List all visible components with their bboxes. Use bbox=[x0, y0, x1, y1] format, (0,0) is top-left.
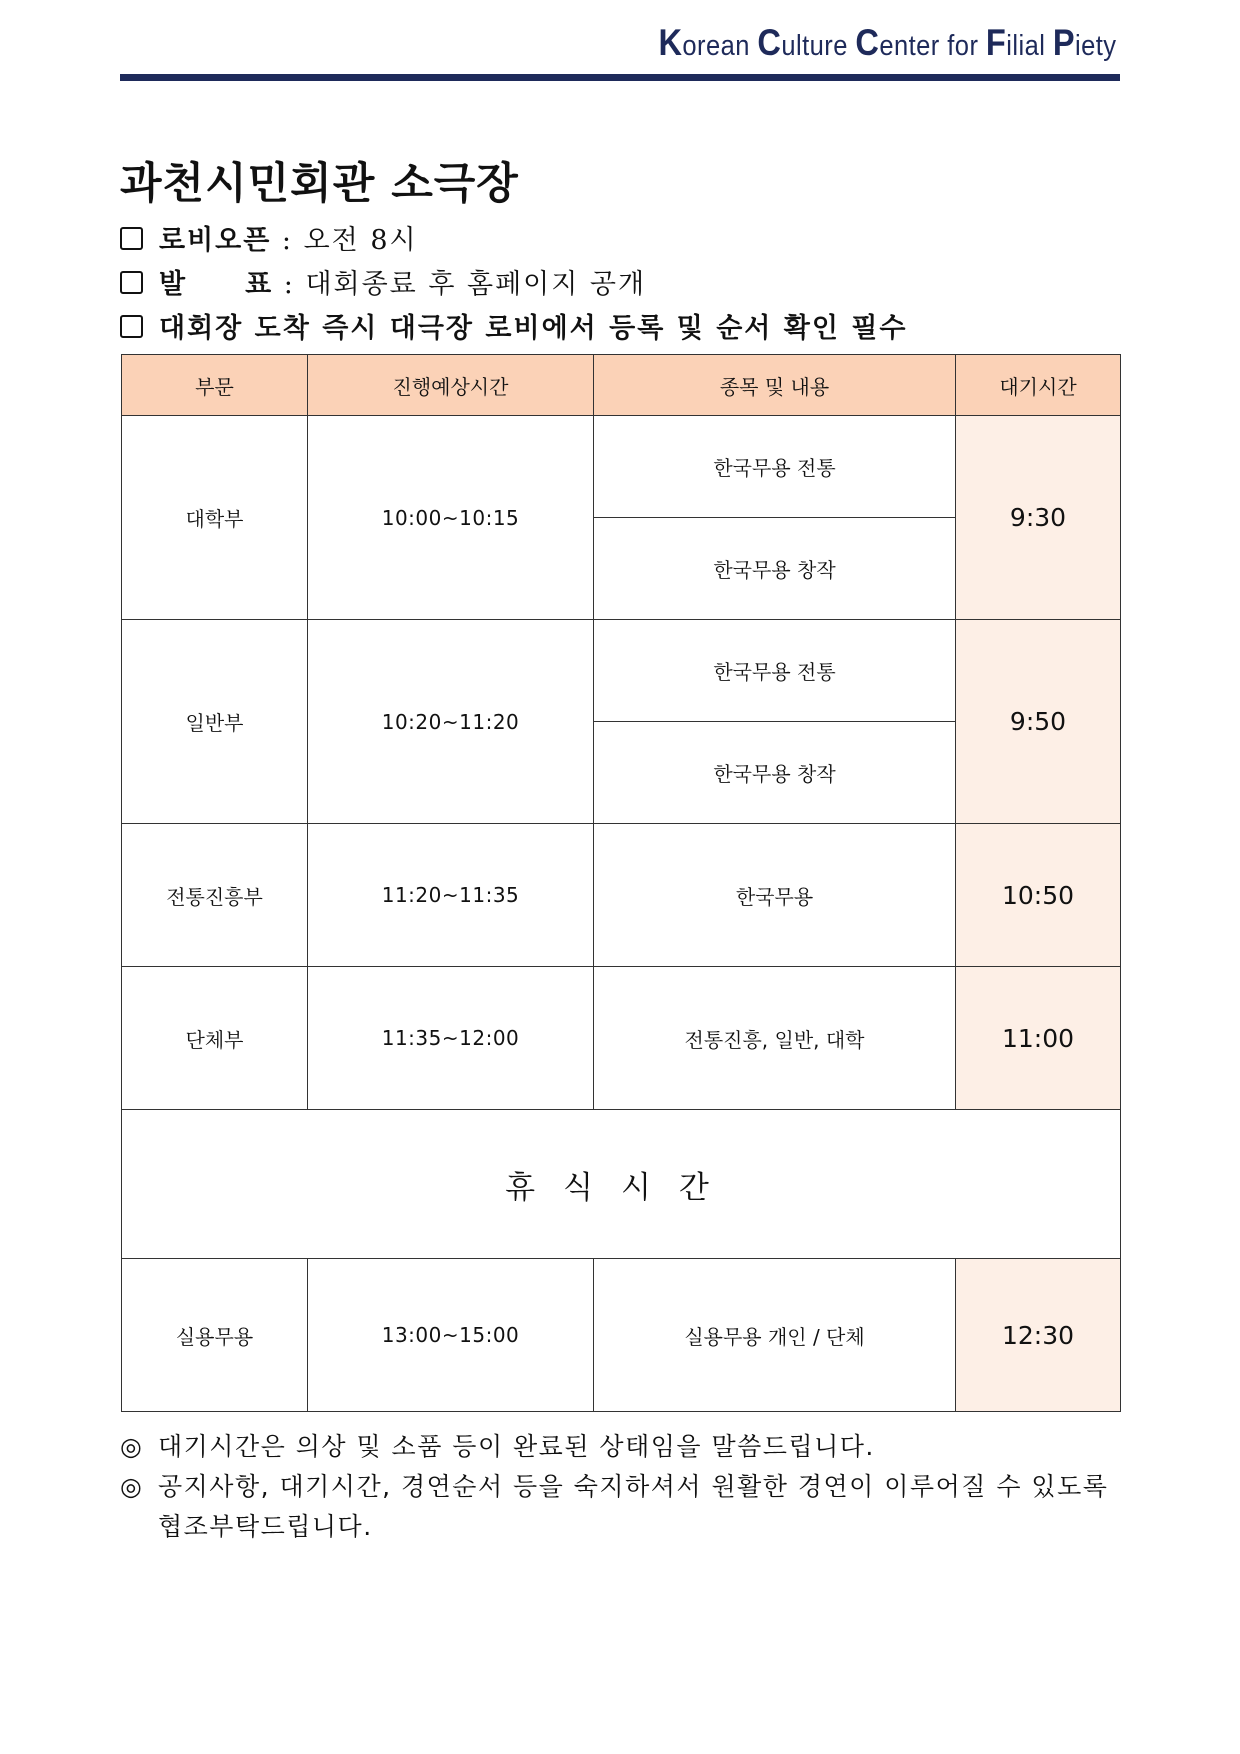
info-registration bbox=[120, 306, 907, 345]
time-cell: 13:00~15:00 bbox=[308, 1259, 594, 1412]
checkbox-square-icon bbox=[120, 315, 143, 338]
note-notice-continued: 협조부탁드립니다. bbox=[158, 1512, 373, 1541]
division-cell: 전통진흥부 bbox=[122, 824, 308, 967]
announcement-sep: : bbox=[273, 269, 306, 300]
double-circle-icon: ◎ bbox=[120, 1472, 144, 1501]
break-row bbox=[122, 1110, 1121, 1259]
content-cell: 실용무용 개인 / 단체 bbox=[594, 1259, 956, 1412]
content-cell: 한국무용 창작 bbox=[594, 518, 956, 620]
note-notice bbox=[120, 1467, 1108, 1503]
time-cell: 11:35~12:00 bbox=[308, 967, 594, 1110]
double-circle-icon: ◎ bbox=[120, 1432, 144, 1461]
content-cell: 한국무용 창작 bbox=[594, 722, 956, 824]
wait-cell: 12:30 bbox=[956, 1259, 1121, 1412]
lobby-open-value: 오전 8시 bbox=[303, 225, 418, 256]
lobby-open-label: 로비오픈 bbox=[159, 225, 272, 256]
header-contents: 종목 및 내용 bbox=[594, 355, 956, 416]
content-cell: 전통진흥, 일반, 대학 bbox=[594, 967, 956, 1110]
schedule-table bbox=[121, 354, 1121, 1412]
note-waiting-time bbox=[120, 1427, 875, 1463]
checkbox-square-icon bbox=[120, 227, 143, 250]
table-row bbox=[122, 620, 1121, 722]
division-cell: 단체부 bbox=[122, 967, 308, 1110]
page-title: 과천시민회관 소극장 bbox=[120, 159, 519, 209]
table-row bbox=[122, 416, 1121, 518]
wait-cell: 11:00 bbox=[956, 967, 1121, 1110]
info-announcement bbox=[120, 262, 646, 301]
wait-cell: 9:50 bbox=[956, 620, 1121, 824]
checkbox-square-icon bbox=[120, 271, 143, 294]
info-lobby-open bbox=[120, 218, 418, 257]
announcement-label: 발 표 bbox=[159, 269, 274, 300]
wait-cell: 10:50 bbox=[956, 824, 1121, 967]
lobby-open-sep: : bbox=[271, 225, 304, 256]
content-cell: 한국무용 bbox=[594, 824, 956, 967]
note-text: 대기시간은 의상 및 소품 등이 완료된 상태임을 말씀드립니다. bbox=[158, 1432, 875, 1461]
time-cell: 11:20~11:35 bbox=[308, 824, 594, 967]
table-row bbox=[122, 1259, 1121, 1412]
org-name: Korean Culture Center for Filial Piety bbox=[658, 22, 1117, 63]
division-cell: 실용무용 bbox=[122, 1259, 308, 1412]
table-row bbox=[122, 824, 1121, 967]
header-wait: 대기시간 bbox=[956, 355, 1121, 416]
division-cell: 일반부 bbox=[122, 620, 308, 824]
table-header-row bbox=[122, 355, 1121, 416]
table-row bbox=[122, 967, 1121, 1110]
division-cell: 대학부 bbox=[122, 416, 308, 620]
content-cell: 한국무용 전통 bbox=[594, 416, 956, 518]
header-division: 부문 bbox=[122, 355, 308, 416]
registration-text: 대회장 도착 즉시 대극장 로비에서 등록 및 순서 확인 필수 bbox=[159, 313, 908, 344]
note-text: 공지사항, 대기시간, 경연순서 등을 숙지하셔서 원활한 경연이 이루어질 수 있도록 bbox=[158, 1472, 1109, 1501]
time-cell: 10:00~10:15 bbox=[308, 416, 594, 620]
wait-cell: 9:30 bbox=[956, 416, 1121, 620]
announcement-value: 대회종료 후 홈페이지 공개 bbox=[305, 269, 647, 300]
header-time: 진행예상시간 bbox=[308, 355, 594, 416]
break-time-cell: 휴식시간 bbox=[122, 1110, 1121, 1259]
header-divider bbox=[120, 74, 1120, 81]
content-cell: 한국무용 전통 bbox=[594, 620, 956, 722]
time-cell: 10:20~11:20 bbox=[308, 620, 594, 824]
